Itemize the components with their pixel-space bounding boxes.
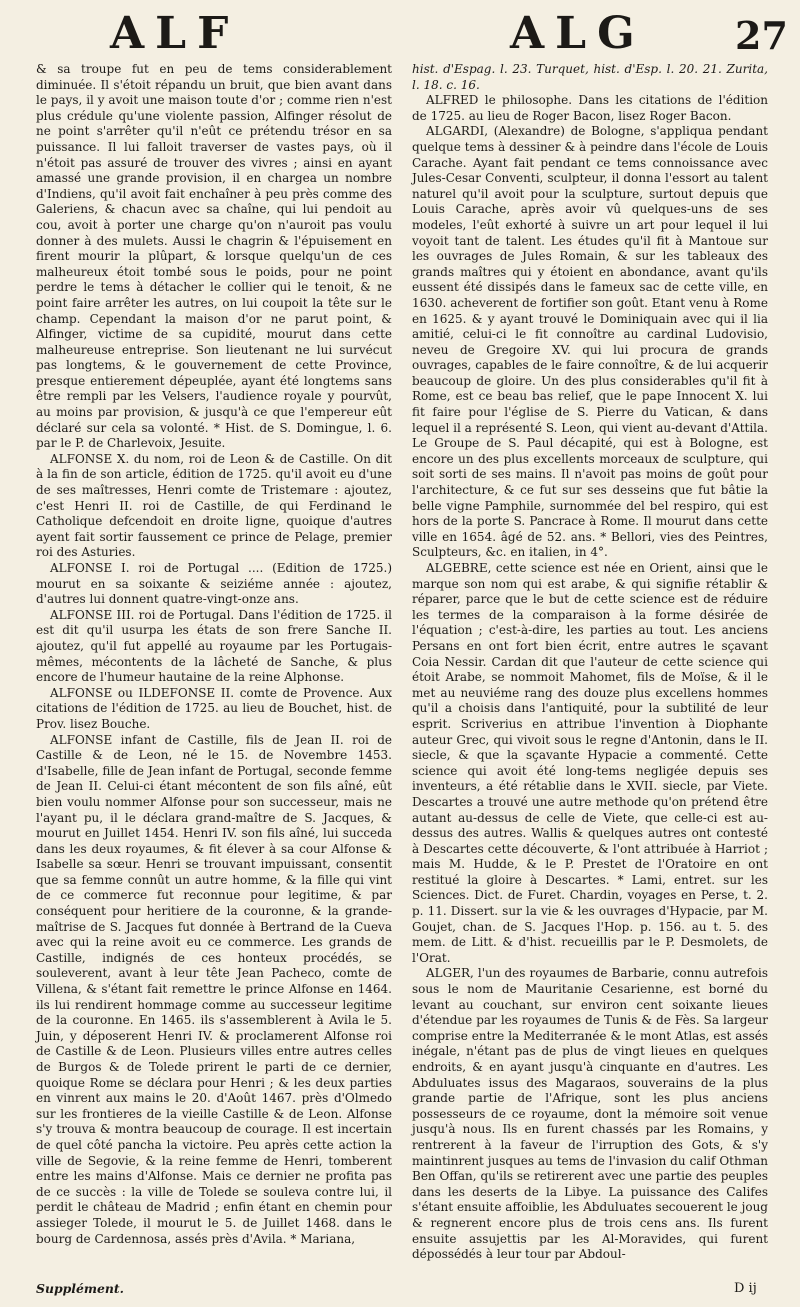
- signature-mark-left: Supplément.: [36, 1281, 124, 1296]
- entry-alfonse-iii-portugal: ALFONSE III. roi de Portugal. Dans l'édition de 1725. il est dit qu'il usurpa les états de son frere Sanche II. ajoutez, qu'il fut appellé au royaume par les Portugais-mêmes, mécontents de la lâcheté de Sanche, & plus encore de l'humeur hautaine de la reine Alphonse.: [36, 607, 392, 685]
- running-head-right: ALG: [510, 8, 646, 59]
- entry-alfonse-x: ALFONSE X. du nom, roi de Leon & de Castille. On dit à la fin de son article, édition de 1725. qu'il avoit eu d'une de ses maîtresses, Henri comte de Tristemare : ajoutez, c'est Henri II. roi de Castille, de qui Ferdinand le Catholique defcendoit en droite ligne, quoique d'autres ayent fait sortir faussement ce prince de Pelage, premier roi des Asturies.: [36, 451, 392, 560]
- page-number: 27: [735, 13, 788, 58]
- entry-alfonse-ildefonse-ii: ALFONSE ou ILDEFONSE II. comte de Provence. Aux citations de l'édition de 1725. au lieu de Bouchet, hist. de Prov. lisez Bouche.: [36, 685, 392, 731]
- entry-alger: ALGER, l'un des royaumes de Barbarie, connu autrefois sous le nom de Mauritanie Cesarienne, est borné du levant au couchant, sur environ cent soixante lieues d'étendue par les royaumes de Tunis & de Fès. Sa largeur comprise entre la Mediterranée & le mont Atlas, est assés inégale, n'étant pas de plus de vingt lieues en quelques endroits, & en ayant jusqu'à cinquante en d'autres. Les Abduluates issus des Magaraos, souverains de la plus grande partie de l'Afrique, sont les plus anciens possesseurs de ce royaume, dont la mémoire soit venue jusqu'à nous. Ils en furent chassés par les Romains, y rentrerent à la faveur de l'irruption des Gots, & s'y maintinrent jusques au tems de l'invasion du calif Othman Ben Offan, qu'ils se retirerent avec une partie des peuples dans les deserts de la Libye. La puissance des Califes s'étant ensuite affoiblie, les Abduluates secouerent le joug & regnerent encore plus de trois cens ans. Ils furent ensuite assujettis par les Al-Moravides, qui furent dépossédés à leur tour par Abdoul-: [412, 966, 768, 1262]
- entry-alfred: ALFRED le philosophe. Dans les citations de l'édition de 1725. au lieu de Roger Bacon, lisez Roger Bacon.: [412, 93, 768, 123]
- running-head-left: ALF: [110, 8, 240, 59]
- right-column: [412, 62, 768, 1263]
- entry-algardi: ALGARDI, (Alexandre) de Bologne, s'appliqua pendant quelque tems à dessiner & à peindre dans l'école de Louis Carache. Ayant fait pendant ce tems connoissance avec Jules-Cesar Conventi, sculpteur, il donna l'essort au talent naturel qu'il avoit pour la sculpture, surtout depuis que Louis Carache, après avoir vû quelques-uns de ses modeles, l'eût exhorté à suivre un art pour lequel il lui voyoit tant de talent. Les études qu'il fit à Mantoue sur les ouvrages de Jules Romain, & sur les tableaux des grands maîtres qui y étoient en abondance, avant qu'ils eussent été dissipés dans le fameux sac de cette ville, en 1630. acheverent de fortifier son goût. Etant venu à Rome en 1625. & y ayant trouvé le Dominiquain avec qui il lia amitié, celui-ci le fit connoître au cardinal Ludovisio, neveu de Gregoire XV. qui lui procura de grands ouvrages, capables de le faire connoître, & de lui acquerir beaucoup de gloire. Un des plus considerables qu'il fit à Rome, est ce beau bas relief, que le pape Innocent X. lui fit faire pour l'église de S. Pierre du Vatican, & dans lequel il a représenté S. Leon, qui vient au-devant d'Attila. Le Groupe de S. Paul décapité, qui est à Bologne, est encore un des plus excellents morceaux de sculpture, qui soit sorti de ses mains. Il n'avoit pas moins de goût pour l'architecture, & ce fut sur ses desseins que fut bâtie la belle vigne Pamphile, surnommée del bel respiro, qui est hors de la porte S. Pancrace à Rome. Il mourut dans cette ville en 1654. âgé de 52. ans. * Bellori, vies des Peintres, Sculpteurs, &c. en italien, in 4°.: [412, 124, 768, 560]
- paragraph-citations-continued: hist. d'Espag. l. 23. Turquet, hist. d'Esp. l. 20. 21. Zurita, l. 18. c. 16.: [412, 62, 768, 92]
- left-column: [36, 62, 392, 1247]
- signature-mark-right: D ij: [734, 1281, 757, 1296]
- entry-alfonse-infant-castille: ALFONSE infant de Castille, fils de Jean II. roi de Castille & de Leon, né le 15. de Novembre 1453. d'Isabelle, fille de Jean infant de Portugal, seconde femme de Jean II. Celui-ci étant mécontent de son fils aîné, eût bien voulu nommer Alfonse pour son successeur, mais ne l'ayant pu, il le déclara grand-maître de S. Jacques, & mourut en Juillet 1454. Henri IV. son fils aîné, lui succeda dans les deux royaumes, & fit élever à sa cour Alfonse & Isabelle sa sœur. Henri se trouvant impuissant, consentit que sa femme connût un autre homme, & la fille qui vint de ce commerce fut reconnue pour legitime, & par conséquent pour heritiere de la couronne, & la grande-maîtrise de S. Jacques fut donnée à Bertrand de la Cueva avec qui la reine avoit eu ce commerce. Les grands de Castille, indignés de ces honteux procédés, se souleverent, avant à leur tête Jean Pacheco, comte de Villena, & s'étant fait remettre le prince Alfonse en 1464. ils lui rendirent hommage comme au successeur legitime de la couronne. En 1465. ils s'assemblerent à Avila le 5. Juin, y déposerent Henri IV. & proclamerent Alfonse roi de Castille & de Leon. Plusieurs villes entre autres celles de Burgos & de Tolede prirent le parti de ce dernier, quoique Rome se déclara pour Henri ; & les deux parties en vinrent aux mains le 20. d'Août 1467. près d'Olmedo sur les frontieres de la vieille Castille & de Leon. Alfonse s'y trouva & montra beaucoup de courage. Il est incertain de quel côté pancha la victoire. Peu après cette action la ville de Segovie, & la reine femme de Henri, tomberent entre les mains d'Alfonse. Mais ce dernier ne profita pas de ce succès : la ville de Tolede se souleva contre lui, il perdit le château de Madrid ; enfin étant en chemin pour assieger Tolede, il mourut le 5. de Juillet 1468. dans le bourg de Cardennosa, assés près d'Avila. * Mariana,: [36, 732, 392, 1246]
- entry-algebre: ALGEBRE, cette science est née en Orient, ainsi que le marque son nom qui est arabe, & qui signifie rétablir & réparer, parce que le but de cette science est de réduire les termes de la comparaison à la forme désirée de l'équation ; c'est-à-dire, les parties au tout. Les anciens Persans en ont fort bien écrit, entre autres le sçavant Coia Nessir. Cardan dit que l'auteur de cette science qui étoit Arabe, se nommoit Mahomet, fils de Moïse, & il le met au neuviéme rang des douze plus excellens hommes qu'il a choisis dans l'antiquité, pour la subtilité de leur esprit. Scriverius en attribue l'invention à Diophante auteur Grec, qui vivoit sous le regne d'Antonin, dans le II. siecle, & que la sçavante Hypacie a commenté. Cette science qui avoit été long-tems negligée depuis ses inventeurs, a été rétablie dans le XVII. siecle, par Viete. Descartes a trouvé une autre methode qu'on prétend être autant au-dessus de celle de Viete, que celle-ci est au-dessus des autres. Wallis & quelques autres ont contesté à Descartes cette découverte, & l'ont attribuée à Harriot ; mais M. Hudde, & le P. Prestet de l'Oratoire en ont restitué la gloire à Descartes. * Lami, entret. sur les Sciences. Dict. de Furet. Chardin, voyages en Perse, t. 2. p. 11. Dissert. sur la vie & les ouvrages d'Hypacie, par M. Goujet, chan. de S. Jacques l'Hop. p. 156. au t. 5. des mem. de Litt. & d'hist. recueillis par le P. Desmolets, de l'Orat.: [412, 561, 768, 965]
- entry-alfonse-i-portugal: ALFONSE I. roi de Portugal .... (Edition de 1725.) mourut en sa soixante & seiziéme année : ajoutez, d'autres lui donnent quatre-vingt-onze ans.: [36, 561, 392, 607]
- paragraph-alfinger-continued: & sa troupe fut en peu de tems considerablement diminuée. Il s'étoit répandu un bruit, que bien avant dans le pays, il y avoit une maison toute d'or ; comme rien n'est plus crédule qu'une violente passion, Alfinger résolut de ne point s'arrêter qu'il n'eût ce prétendu trésor en sa puissance. Il lui falloit traverser de vastes pays, où il n'étoit pas assuré de trouver des vivres ; ainsi en ayant amassé une grande provision, il en chargea un nombre d'Indiens, qu'il avoit fait enchaîner à peu près comme des Galeriens, & chacun avec sa chaîne, qui lui pendoit au cou, avoit à porter une charge qu'on n'auroit pas voulu donner à des mulets. Aussi le chagrin & l'épuisement en firent mourir la plûpart, & lorsque quelqu'un de ces malheureux étoit tombé sous le poids, pour ne point perdre le tems à détacher le collier qui le tenoit, & ne point faire arrêter les autres, on lui coupoit la tête sur le champ. Cependant la maison d'or ne parut point, & Alfinger, victime de sa cupidité, mourut dans cette malheureuse entreprise. Son lieutenant ne lui survécut pas longtems, & le gouvernement de cette Province, presque entierement dépeuplée, ayant été longtems sans être rempli par les Velsers, l'audience royale y pourvût, au moins par provision, & jusqu'à ce que l'empereur eût déclaré sur cela sa volonté. * Hist. de S. Domingue, l. 6. par le P. de Charlevoix, Jesuite.: [36, 62, 392, 451]
